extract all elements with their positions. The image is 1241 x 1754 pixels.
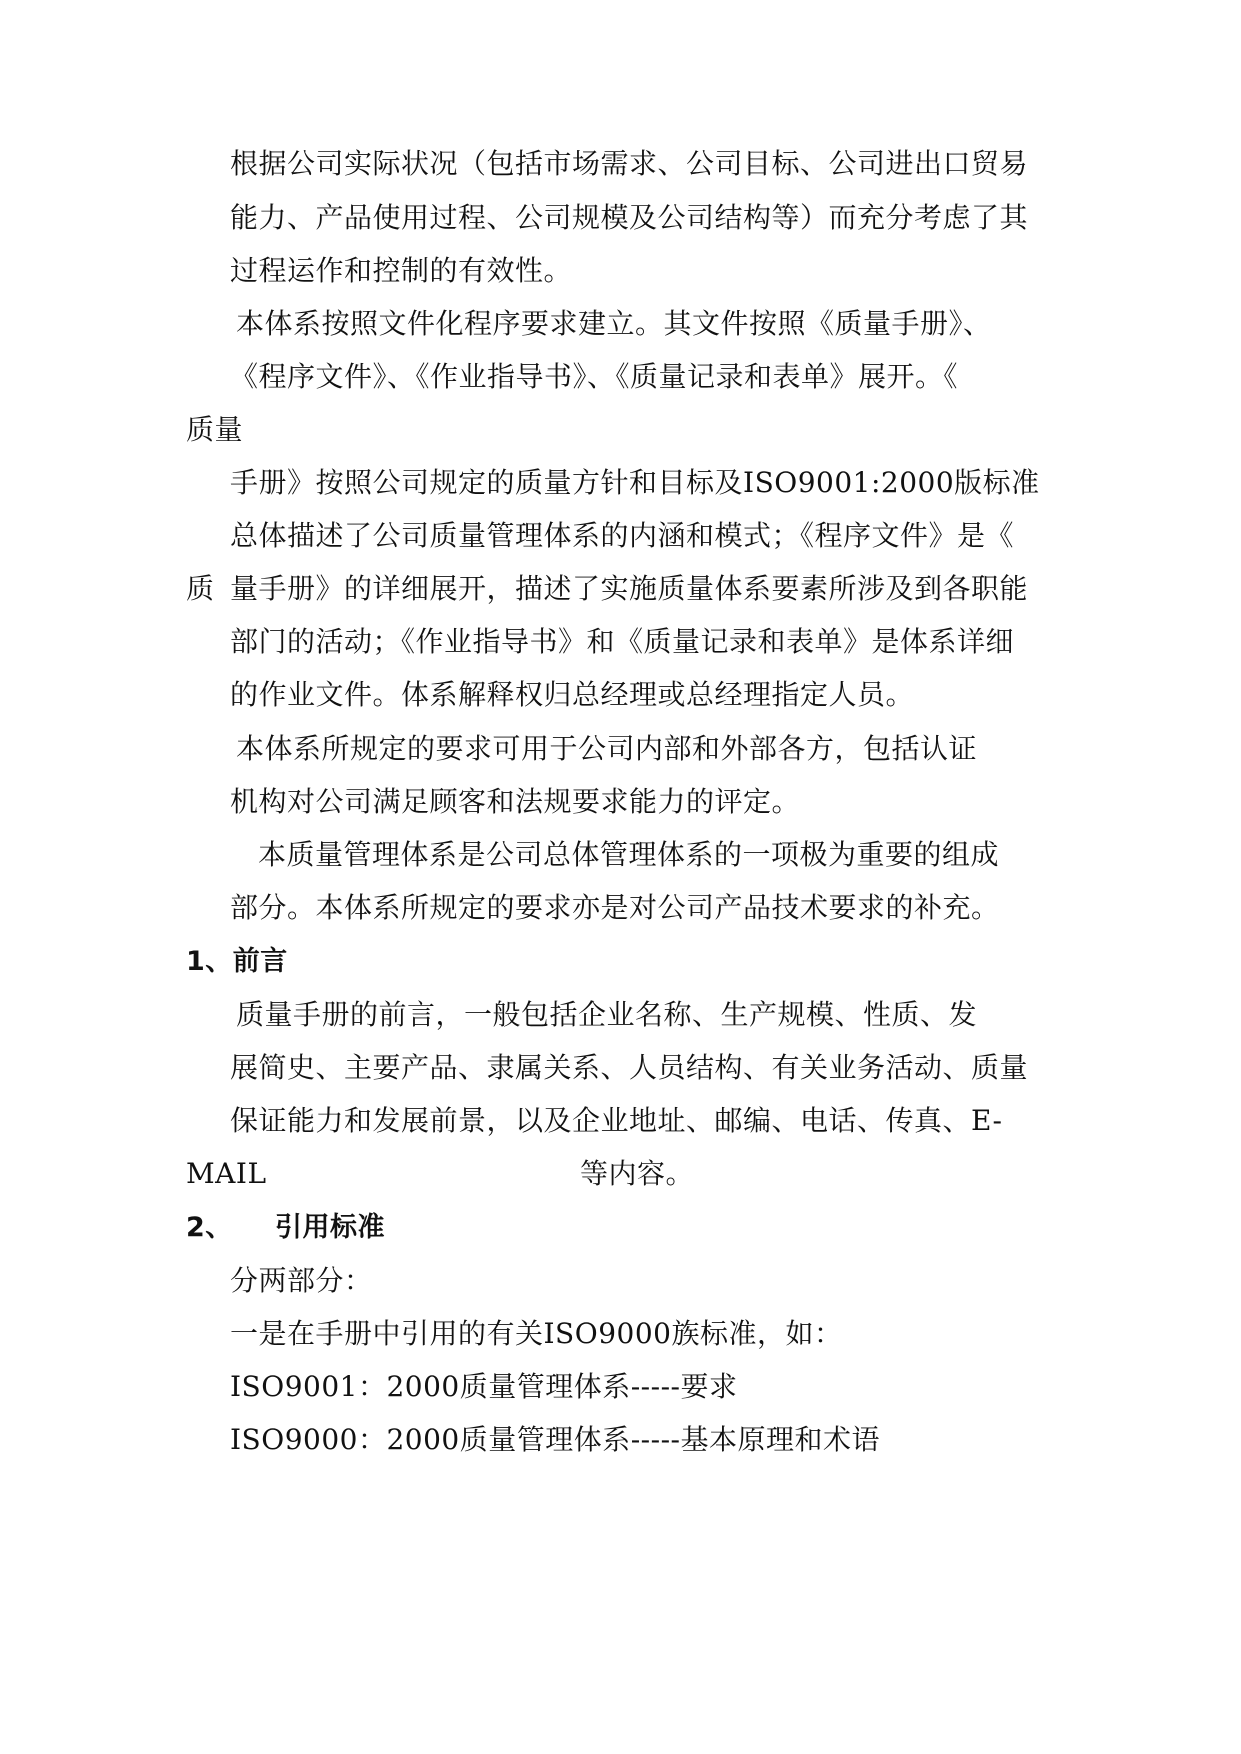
paragraph-line: 过程运作和控制的有效性。 (230, 254, 573, 287)
paragraph-line: 质量手册的前言，一般包括企业名称、生产规模、性质、发 (236, 998, 978, 1031)
paragraph-line: MAIL (186, 1157, 267, 1190)
paragraph-line: 《程序文件》、《作业指导书》、《质量记录和表单》展开。《 (230, 360, 959, 393)
paragraph-line: 分两部分： (230, 1264, 373, 1297)
paragraph-line: 总体描述了公司质量管理体系的内涵和模式；《程序文件》是《 (230, 519, 1015, 552)
paragraph-line: 等内容。 (580, 1157, 695, 1190)
paragraph-line: 的作业文件。体系解释权归总经理或总经理指定人员。 (230, 678, 915, 711)
paragraph-line: 量手册》的详细展开，描述了实施质量体系要素所涉及到各职能 (230, 572, 1029, 605)
paragraph-line: 部门的活动；《作业指导书》和《质量记录和表单》是体系详细 (230, 625, 1015, 658)
paragraph-line: 能力、产品使用过程、公司规模及公司结构等）而充分考虑了其 (230, 201, 1029, 234)
paragraph-line: 质 (186, 572, 215, 605)
standard-reference-line: ISO9001：2000质量管理体系-----要求 (230, 1370, 738, 1403)
paragraph-line: 本质量管理体系是公司总体管理体系的一项极为重要的组成 (258, 838, 1000, 871)
paragraph-line: 一是在手册中引用的有关ISO9000族标准，如： (230, 1317, 843, 1350)
paragraph-line: 根据公司实际状况（包括市场需求、公司目标、公司进出口贸易 (230, 147, 1029, 180)
paragraph-line: 质量 (186, 413, 244, 446)
paragraph-line: 部分。本体系所规定的要求亦是对公司产品技术要求的补充。 (230, 891, 1000, 924)
section-heading-number: 2、 (186, 1212, 233, 1243)
paragraph-line: 保证能力和发展前景，以及企业地址、邮编、电话、传真、E- (230, 1104, 1003, 1137)
standard-reference-line: ISO9000：2000质量管理体系-----基本原理和术语 (230, 1423, 881, 1456)
section-heading-preface: 1、前言 (186, 946, 288, 977)
paragraph-line: 展简史、主要产品、隶属关系、人员结构、有关业务活动、质量 (230, 1051, 1029, 1084)
paragraph-line: 手册》按照公司规定的质量方针和目标及ISO9001:2000版标准 (230, 466, 1040, 499)
section-heading-references: 引用标准 (275, 1212, 385, 1243)
paragraph-line: 机构对公司满足顾客和法规要求能力的评定。 (230, 785, 801, 818)
paragraph-line: 本体系按照文件化程序要求建立。其文件按照《质量手册》、 (236, 307, 992, 340)
paragraph-line: 本体系所规定的要求可用于公司内部和外部各方，包括认证 (236, 732, 978, 765)
